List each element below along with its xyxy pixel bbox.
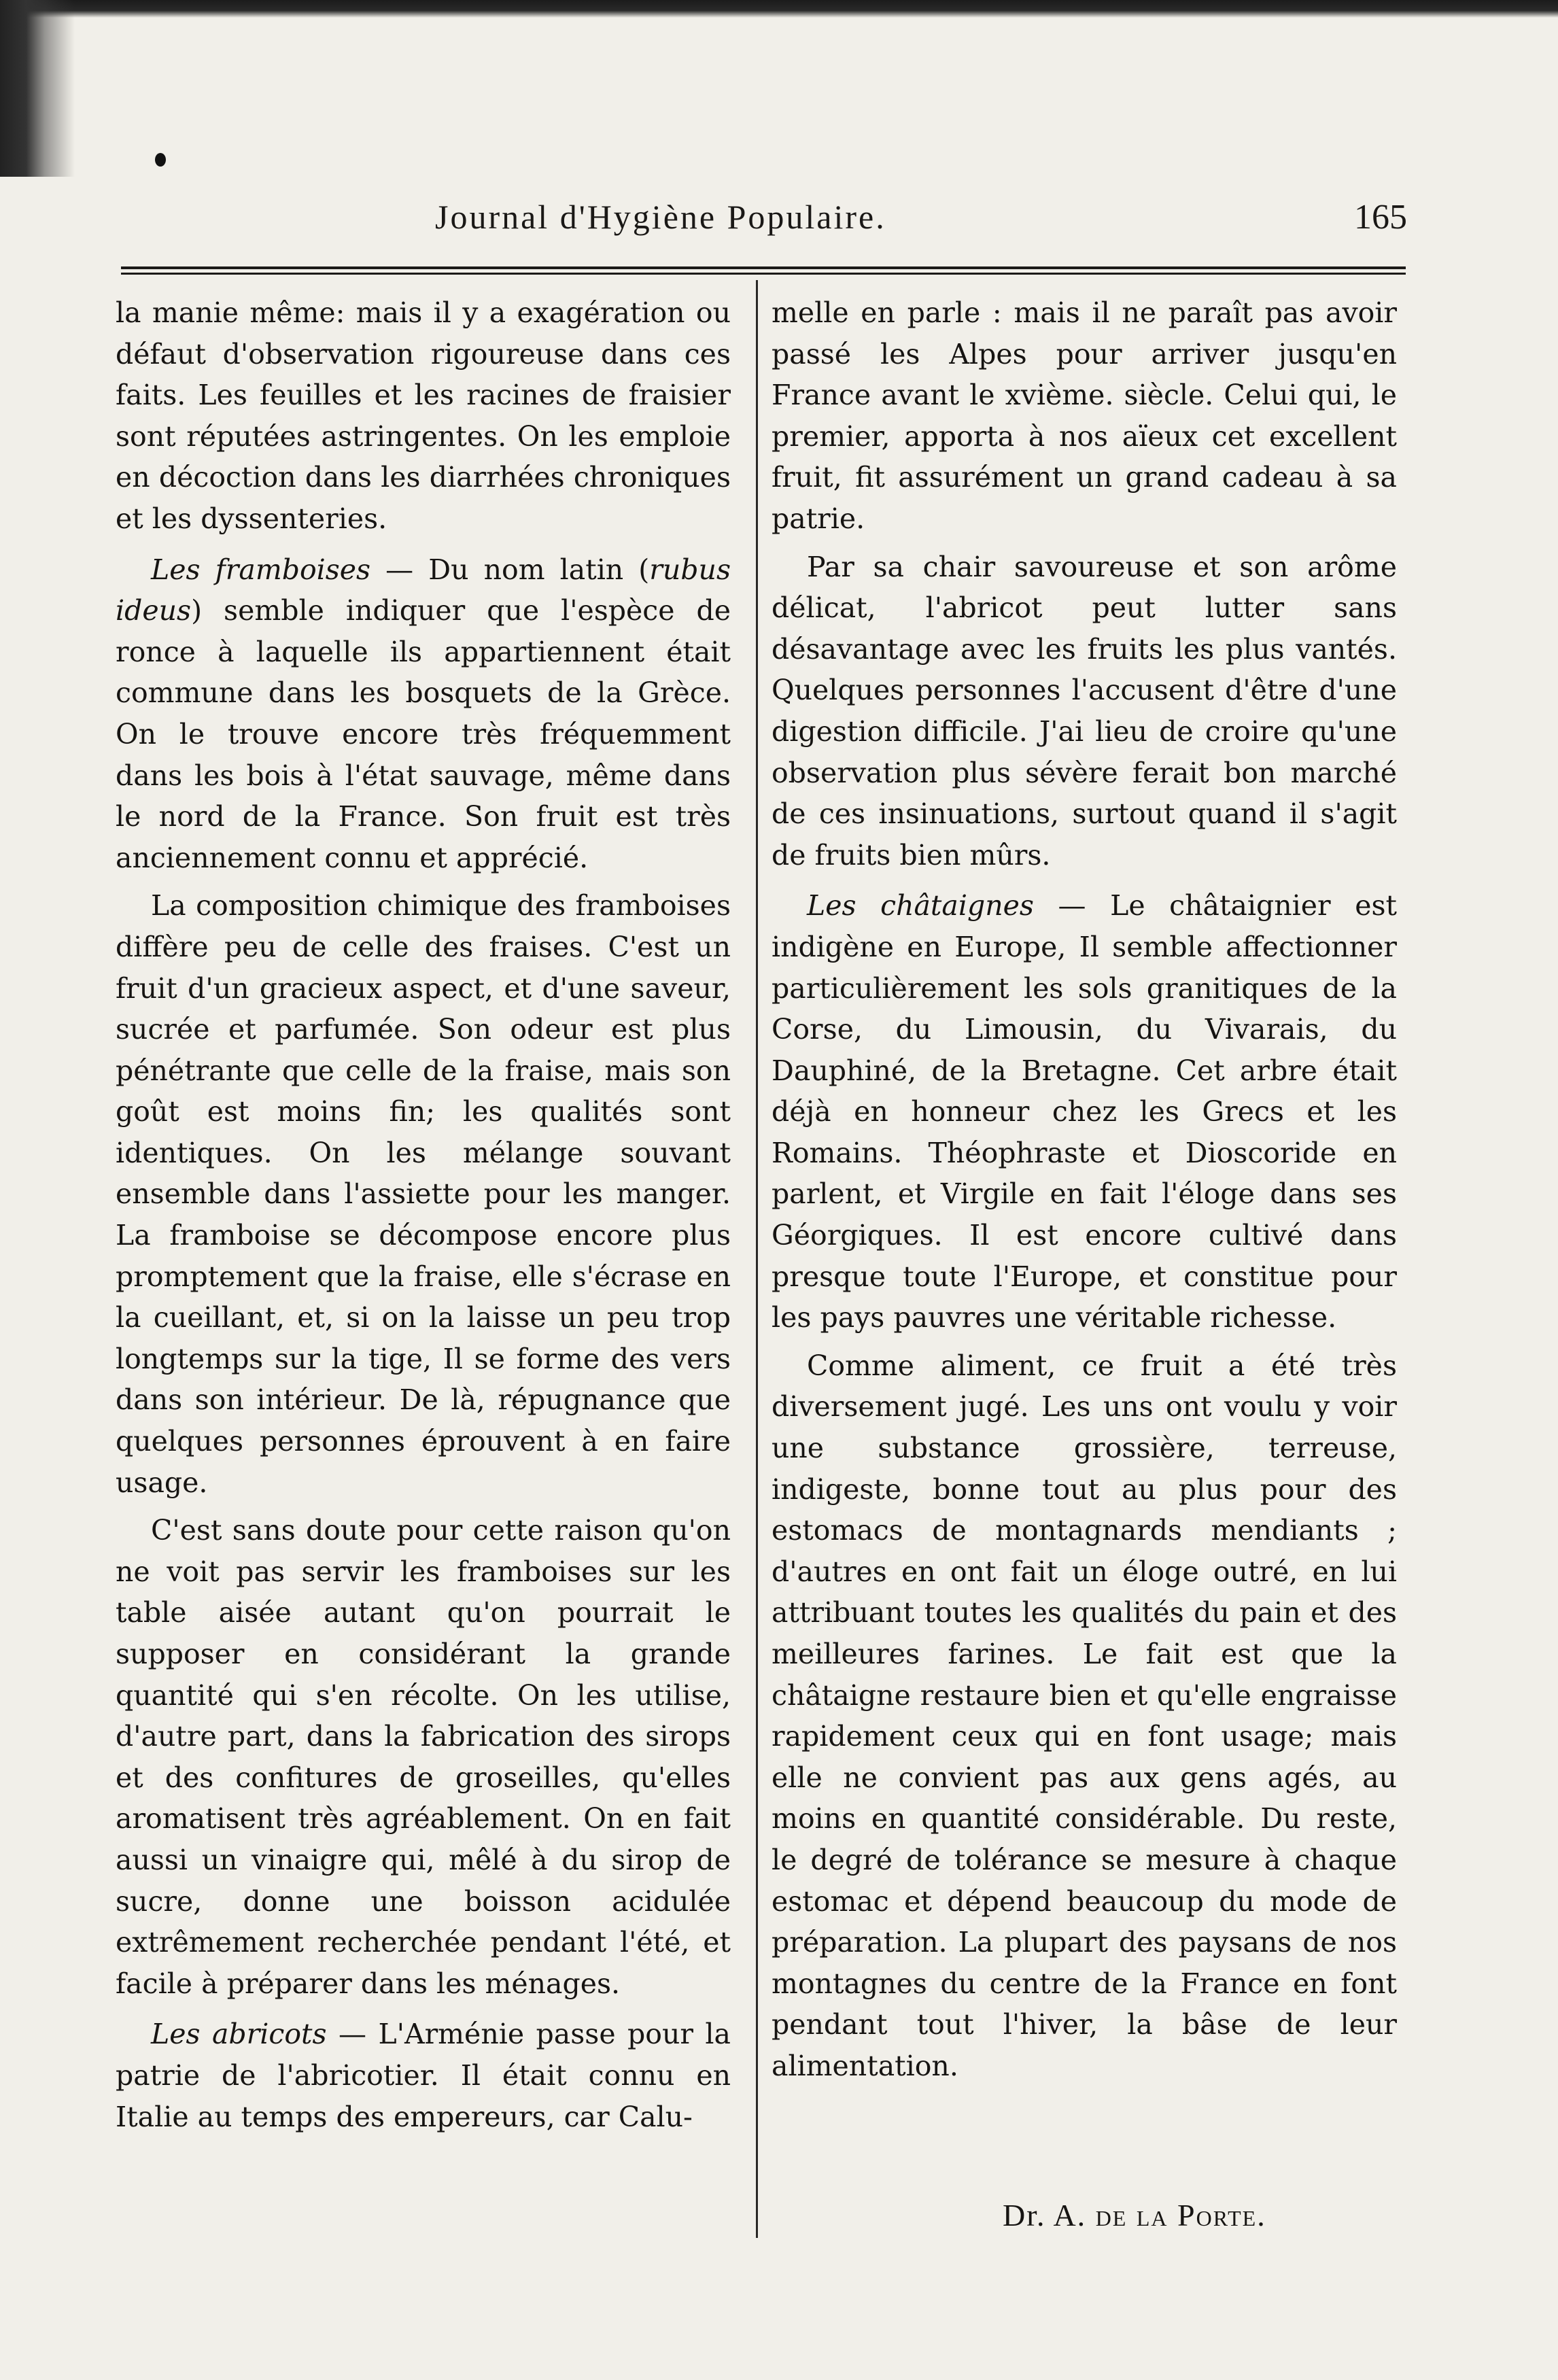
section-heading-framboises: Les framboises	[151, 553, 371, 586]
left-column	[116, 292, 731, 2137]
paragraph-aliment: Comme aliment, ce fruit a été très diversement jugé. Les uns ont voulu y voir une substance grossière, terreuse, indigeste, bonne tout au plus pour des estomacs de montagnards mendiants ; d'autres en ont fait un éloge outré, en lui attribuant toutes les qualités du pain et des meilleures farines. Le fait est que la châtaigne restaure bien et qu'elle engraisse rapidement ceux qui en font usage; mais elle ne convient pas aux gens agés, au moins en quantité considérable. Du reste, le degré de tolérance se mesure à chaque estomac et dépend beaucoup du mode de préparation. La plupart des paysans de nos montagnes du centre de la France en font pendant tout l'hiver, la bâse de leur alimentation.	[772, 1349, 1397, 2082]
chataignes-text: — Le châtaignier est indigène en Europe, Il semble affectionner particulièrement les sols granitiques de la Corse, du Limousin, du Vivarais, du Dauphiné, de la Bretagne. Cet arbre était déjà en honneur chez les Grecs et les Romains. Théophraste et Dioscoride en parlent, et Virgile en fait l'éloge dans ses Géorgiques. Il est encore cultivé dans presque toute l'Europe, et constitue pour les pays pauvres une véritable richesse.	[772, 889, 1397, 1334]
right-column	[772, 292, 1397, 2087]
paragraph-composition: La composition chimique des framboises diffère peu de celle des fraises. C'est un fruit d'un gracieux aspect, et d'une saveur, sucrée et parfumée. Son odeur est plus pénétrante que celle de la fraise, mais son goût est moins fin; les qualités sont identiques. On les mélange souvant ensemble dans l'assiette pour les manger. La framboise se décompose encore plus promptement que la fraise, elle s'écrase en la cueillant, et, si on la laisse un peu trop longtemps sur la tige, Il se forme des vers dans son intérieur. De là, répugnance que quelques personnes éprouvent à en faire usage.	[116, 889, 731, 1499]
paragraph-abricots	[116, 2014, 731, 2137]
latin-name: rubus ideus	[116, 553, 731, 627]
framboises-text-a: — Du nom latin (	[370, 553, 650, 586]
page-number: 165	[1354, 198, 1407, 237]
signature-prefix: Dr. A.	[1003, 2198, 1096, 2232]
ink-speck	[155, 153, 166, 167]
author-signature	[1003, 2197, 1266, 2233]
header-rule-top	[121, 266, 1406, 269]
paragraph-abricot-qualities: Par sa chair savoureuse et son arôme délicat, l'abricot peut lutter sans désavantage avec les fruits les plus vantés. Quelques personnes l'accusent d'être d'une digestion difficile. J'ai lieu de croire qu'une observation plus sévère ferait bon marché de ces insinuations, surtout quand il s'agit de fruits bien mûrs.	[772, 550, 1397, 872]
paragraph-framboises	[116, 549, 731, 879]
signature-name: de la Porte.	[1095, 2198, 1266, 2232]
scan-corner-shadow	[0, 0, 75, 177]
scan-top-edge	[0, 0, 1558, 18]
abricots-text: — L'Arménie passe pour la patrie de l'abricotier. Il était connu en Italie au temps des empereurs, car Calu-	[116, 2018, 731, 2133]
paragraph-fraisier: la manie même: mais il y a exagération ou défaut d'observation rigoureuse dans ces faits. Les feuilles et les racines de fraisier sont réputées astringentes. On les emploie en décoction dans les diarrhées chroniques et les dyssenteries.	[116, 296, 731, 535]
section-heading-chataignes: Les châtaignes	[807, 889, 1034, 922]
section-heading-abricots: Les abricots	[151, 2018, 327, 2051]
paragraph-chataignes	[772, 885, 1397, 1339]
page-header	[116, 197, 1407, 258]
paragraph-abricot-history: melle en parle : mais il ne paraît pas avoir passé les Alpes pour arriver jusqu'en France avant le xvième. siècle. Celui qui, le premier, apporta à nos aïeux cet excellent fruit, fit assurément un grand cadeau à sa patrie.	[772, 296, 1397, 535]
paragraph-usage: C'est sans doute pour cette raison qu'on ne voit pas servir les framboises sur les table aisée autant qu'on pourrait le supposer en considérant la grande quantité qui s'en récolte. On les utilise, d'autre part, dans la fabrication des sirops et des confitures de groseilles, qu'elles aromatisent très agréablement. On en fait aussi un vinaigre qui, mêlé à du sirop de sucre, donne une boisson acidulée extrêmement recherchée pendant l'été, et facile à préparer dans les ménages.	[116, 1514, 731, 2000]
column-divider	[756, 280, 758, 2238]
header-rule-bottom	[121, 273, 1406, 275]
framboises-text-b: ) semble indiquer que l'espèce de ronce à laquelle ils appartiennent était commune dans les bosquets de la Grèce. On le trouve encore très fréquemment dans les bois à l'état sauvage, même dans le nord de la France. Son fruit est très anciennement connu et apprécié.	[116, 594, 731, 874]
running-title: Journal d'Hygiène Populaire.	[435, 198, 886, 236]
